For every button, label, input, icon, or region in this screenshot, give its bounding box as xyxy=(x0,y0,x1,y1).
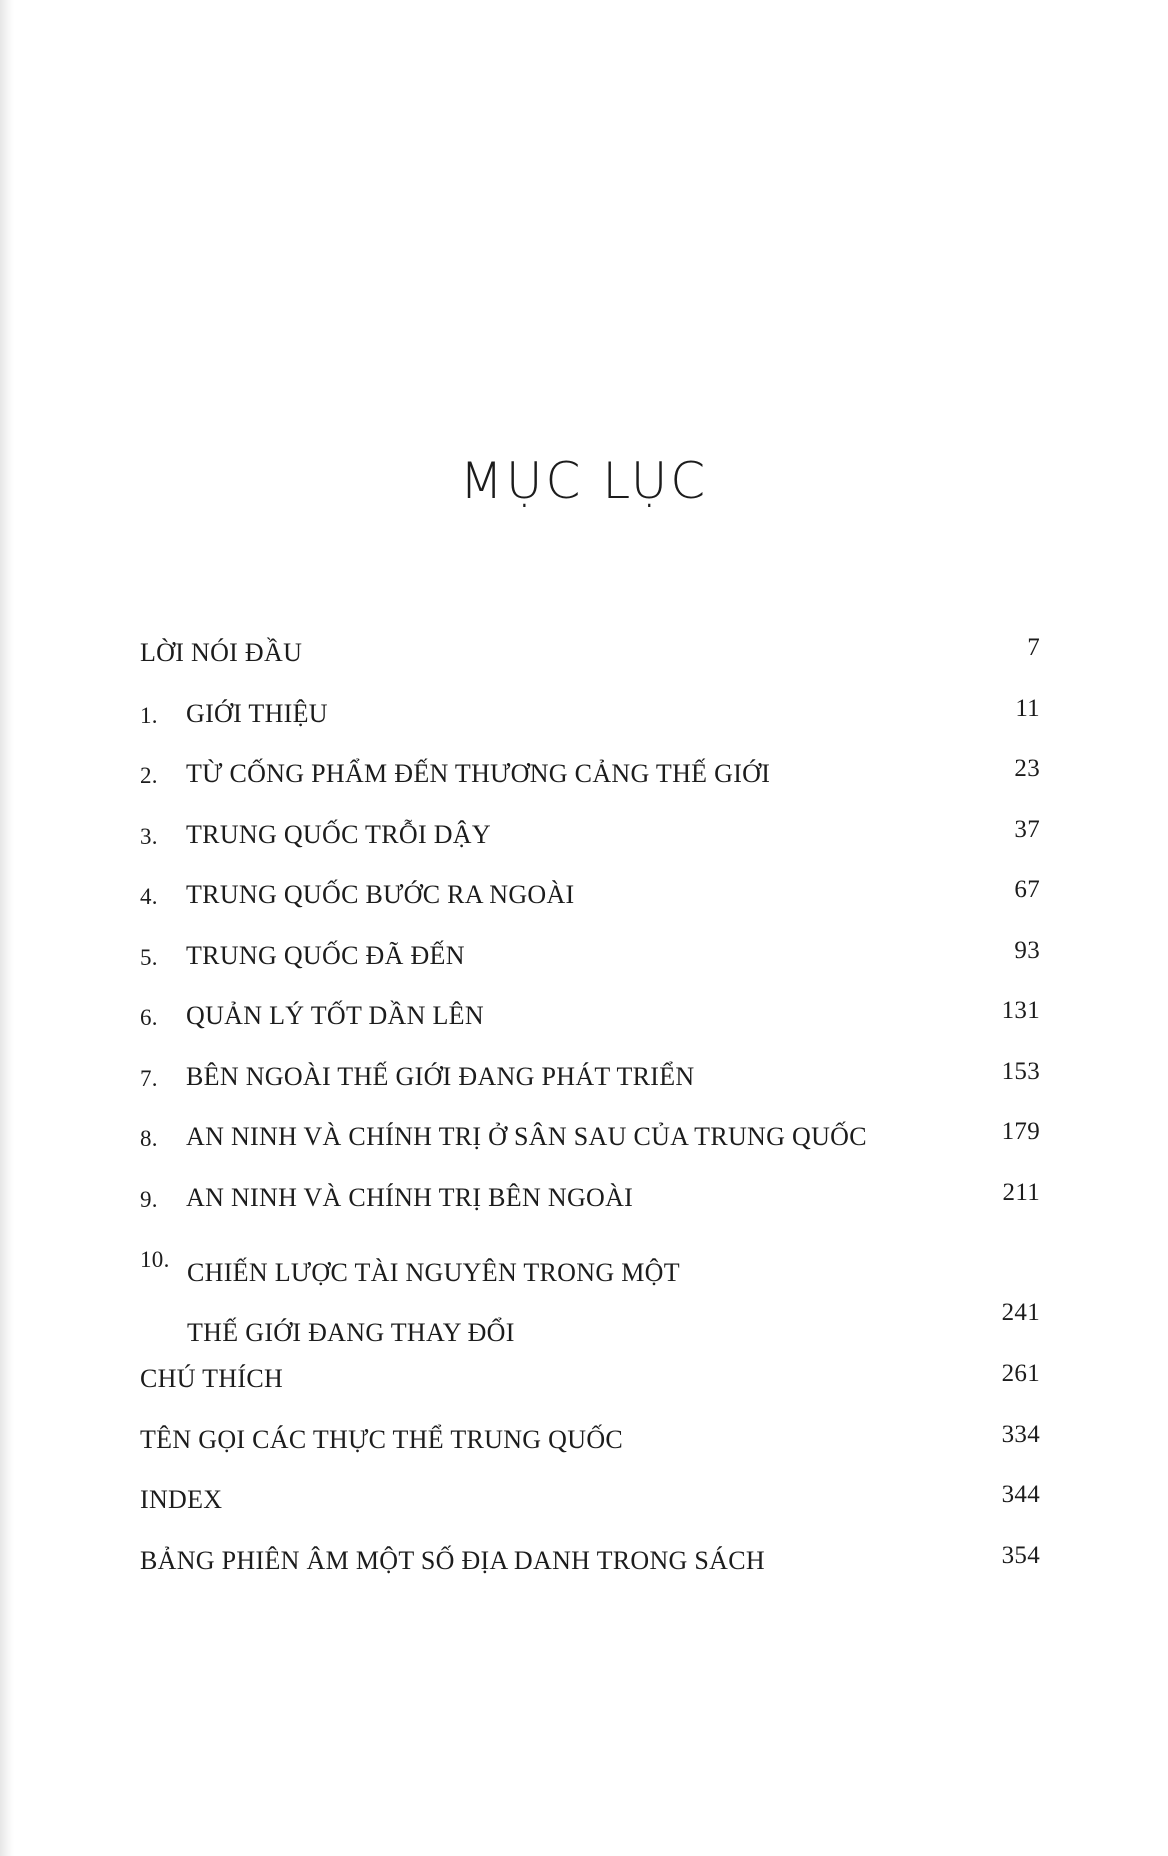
toc-entry-page: 354 xyxy=(1001,1541,1040,1569)
toc-entry-text: INDEX xyxy=(140,1485,223,1514)
toc-entry-text: LỜI NÓI ĐẦU xyxy=(140,638,303,667)
toc-entry-text: AN NINH VÀ CHÍNH TRỊ BÊN NGOÀI xyxy=(186,1182,634,1212)
toc-entry-text-multiline xyxy=(187,1243,680,1363)
toc-entry-number: 9. xyxy=(140,1186,158,1212)
toc-entry-chapter-10[interactable] xyxy=(140,1231,1040,1352)
toc-entry-chapter-5[interactable] xyxy=(140,929,1040,990)
toc-entry-notes[interactable] xyxy=(140,1352,1040,1413)
toc-entry-text: BẢNG PHIÊN ÂM MỘT SỐ ĐỊA DANH TRONG SÁCH xyxy=(140,1545,765,1575)
toc-entry-place-names[interactable] xyxy=(140,1534,1040,1595)
toc-entry-page: 93 xyxy=(1014,936,1040,964)
toc-entry-chapter-2[interactable] xyxy=(140,747,1040,808)
toc-entry-page: 37 xyxy=(1014,815,1040,843)
toc-entry-page: 334 xyxy=(1001,1420,1040,1448)
toc-entry-text: TRUNG QUỐC TRỖI DẬY xyxy=(186,819,491,849)
toc-entry-page: 179 xyxy=(1001,1118,1040,1145)
toc-entry-page: 7 xyxy=(1027,634,1040,661)
toc-entry-page: 211 xyxy=(1002,1178,1040,1206)
toc-entry-text-line1: CHIẾN LƯỢC TÀI NGUYÊN TRONG MỘT xyxy=(187,1258,680,1287)
toc-entry-page: 67 xyxy=(1014,876,1040,903)
toc-entry-index[interactable] xyxy=(140,1473,1040,1534)
toc-entry-page: 153 xyxy=(1001,1057,1040,1085)
toc-entry-chinese-entities[interactable] xyxy=(140,1413,1040,1474)
toc-entry-chapter-6[interactable] xyxy=(140,989,1040,1050)
toc-entry-page: 131 xyxy=(1001,997,1040,1024)
toc-entry-number: 7. xyxy=(140,1065,158,1091)
toc-entry-text: TRUNG QUỐC ĐÃ ĐẾN xyxy=(186,940,465,970)
toc-entry-number: 2. xyxy=(140,763,158,788)
toc-entry-preface[interactable] xyxy=(140,626,1040,687)
toc-entry-number: 5. xyxy=(140,944,158,970)
toc-entry-text: TRUNG QUỐC BƯỚC RA NGOÀI xyxy=(186,880,575,909)
page-title: MỤC LỤC xyxy=(459,452,709,510)
toc-entry-chapter-9[interactable] xyxy=(140,1171,1040,1232)
toc-entry-page: 241 xyxy=(1001,1299,1040,1326)
toc-entry-chapter-1[interactable] xyxy=(140,687,1040,748)
toc-entry-text: BÊN NGOÀI THẾ GIỚI ĐANG PHÁT TRIỂN xyxy=(186,1061,695,1091)
toc-entry-text: CHÚ THÍCH xyxy=(140,1364,284,1393)
toc-entry-text-line2: THẾ GIỚI ĐANG THAY ĐỔI xyxy=(187,1318,515,1347)
toc-entry-chapter-3[interactable] xyxy=(140,808,1040,869)
toc-entry-number: 3. xyxy=(140,823,158,849)
toc-entry-chapter-8[interactable] xyxy=(140,1110,1040,1171)
table-of-contents xyxy=(140,626,1040,1594)
toc-entry-text: AN NINH VÀ CHÍNH TRỊ Ở SÂN SAU CỦA TRUNG QUỐC xyxy=(186,1122,867,1151)
toc-entry-text: TỪ CỐNG PHẨM ĐẾN THƯƠNG CẢNG THẾ GIỚI xyxy=(186,759,771,788)
toc-entry-number: 1. xyxy=(140,702,158,728)
toc-entry-page: 344 xyxy=(1001,1481,1040,1508)
toc-entry-chapter-7[interactable] xyxy=(140,1050,1040,1111)
toc-entry-chapter-4[interactable] xyxy=(140,868,1040,929)
toc-entry-page: 23 xyxy=(1014,755,1040,782)
toc-entry-page: 11 xyxy=(1015,694,1040,722)
toc-entry-text: GIỚI THIỆU xyxy=(186,698,328,728)
toc-entry-number: 10. xyxy=(140,1247,170,1272)
toc-entry-number: 8. xyxy=(140,1126,158,1151)
toc-entry-text: TÊN GỌI CÁC THỰC THỂ TRUNG QUỐC xyxy=(140,1424,624,1454)
toc-entry-page: 261 xyxy=(1001,1360,1040,1387)
toc-entry-number: 4. xyxy=(140,884,158,909)
toc-entry-number: 6. xyxy=(140,1005,158,1030)
toc-entry-text: QUẢN LÝ TỐT DẦN LÊN xyxy=(186,1001,484,1030)
